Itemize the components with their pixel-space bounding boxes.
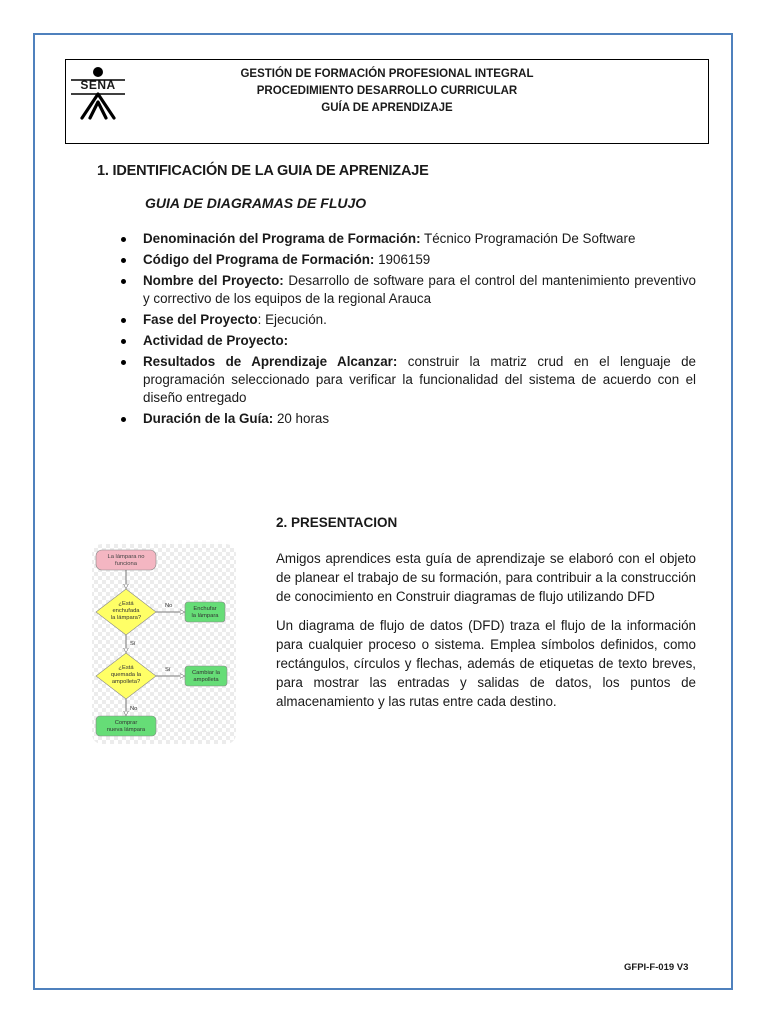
list-item: [143, 332, 696, 350]
flow-start-node: [96, 550, 156, 570]
header-line-2: PROCEDIMIENTO DESARROLLO CURRICULAR: [256, 85, 518, 97]
list-item: [143, 311, 696, 329]
item-label: Código del Programa de Formación:: [143, 252, 375, 267]
item-value: Desarrollo de software para el control del mantenimiento preventivo y correctivo de los equipos de la regional Arauca: [143, 273, 696, 306]
flow-decision1-line3: la lámpara?: [110, 615, 142, 621]
flow-decision2-line2: quemada la: [110, 672, 142, 678]
flow-end-node: [96, 716, 156, 736]
list-item: [143, 410, 696, 428]
presentation-text: [276, 549, 696, 721]
header-title: [65, 66, 709, 117]
item-value: 1906159: [374, 252, 431, 267]
flow-action1-node: [185, 602, 225, 622]
list-item: [143, 251, 696, 269]
flow-si-label2: Sí: [165, 667, 171, 673]
item-value: construir la matriz crud en el lenguaje de programación seleccionado para verificar la funcionalidad del sistema de acuerdo con el diseño entregado: [143, 354, 696, 405]
flow-start-line2: funciona: [115, 561, 137, 567]
item-value: Técnico Programación De Software: [420, 231, 636, 246]
header-line-3: GUÍA DE APRENDIZAJE: [321, 102, 453, 114]
flow-action2-node: [185, 666, 227, 686]
flow-end-line1: Comprar: [114, 720, 138, 726]
item-value: : Ejecución.: [257, 312, 327, 327]
item-value: 20 horas: [273, 411, 330, 426]
header-line-1: GESTIÓN DE FORMACIÓN PROFESIONAL INTEGRAL: [240, 68, 534, 80]
flowchart-svg: [90, 544, 236, 744]
footer-code: GFPI-F-019 V3: [624, 962, 689, 973]
flow-start-line1: La lámpara no: [107, 554, 145, 560]
item-label: Duración de la Guía:: [143, 411, 274, 426]
presentation-paragraph-1: Amigos aprendices esta guía de aprendizaje se elaboró con el objeto de planear el trabajo de su formación, para contribuir a la construcción de conocimiento en Construir diagramas de flujo utilizando DFD: [276, 551, 696, 604]
identification-list: [143, 230, 696, 431]
flow-action1-line1: Enchufar: [193, 606, 217, 612]
flow-no-label: No: [165, 603, 173, 609]
item-label: Nombre del Proyecto:: [143, 273, 284, 288]
list-item: [143, 272, 696, 308]
list-item: [143, 353, 696, 407]
item-label: Denominación del Programa de Formación:: [143, 231, 421, 246]
flow-no-label2: No: [130, 706, 138, 712]
flow-decision2-line3: ampolleta?: [111, 679, 141, 685]
list-item: [143, 230, 696, 248]
flow-decision1-line2: enchufada: [112, 608, 140, 614]
flow-end-line2: nueva lámpara: [106, 727, 146, 733]
section1-title: 1. IDENTIFICACIÓN DE LA GUIA DE APRENIZAJE: [97, 163, 429, 179]
flow-action2-line1: Cambiar la: [191, 670, 221, 676]
item-label: Actividad de Proyecto:: [143, 333, 289, 348]
presentation-paragraph-2: Un diagrama de flujo de datos (DFD) traza el flujo de la información para cualquier proceso o sistema. Emplea símbolos definidos, como rectángulos, círculos y flechas, además de etiquetas de texto breves, para mostrar las entradas y salidas de datos, los puntos de almacenamiento y las rutas entre cada destino.: [276, 618, 696, 709]
item-label: Fase del Proyecto: [143, 312, 258, 327]
flow-si-label1: Sí: [130, 641, 136, 647]
flow-decision1-line1: ¿Está: [118, 601, 134, 607]
section2-title: 2. PRESENTACION: [276, 515, 398, 530]
flow-decision2-line1: ¿Está: [118, 665, 134, 671]
section1-subtitle: GUIA DE DIAGRAMAS DE FLUJO: [145, 195, 367, 211]
flow-action1-line2: la lámpara: [191, 613, 219, 619]
flowchart-image: [90, 544, 236, 744]
item-label: Resultados de Aprendizaje Alcanzar:: [143, 354, 398, 369]
flow-action2-line2: ampolleta: [193, 677, 219, 683]
logo-text: SENA: [80, 78, 116, 92]
flowchart-background: [92, 544, 236, 744]
